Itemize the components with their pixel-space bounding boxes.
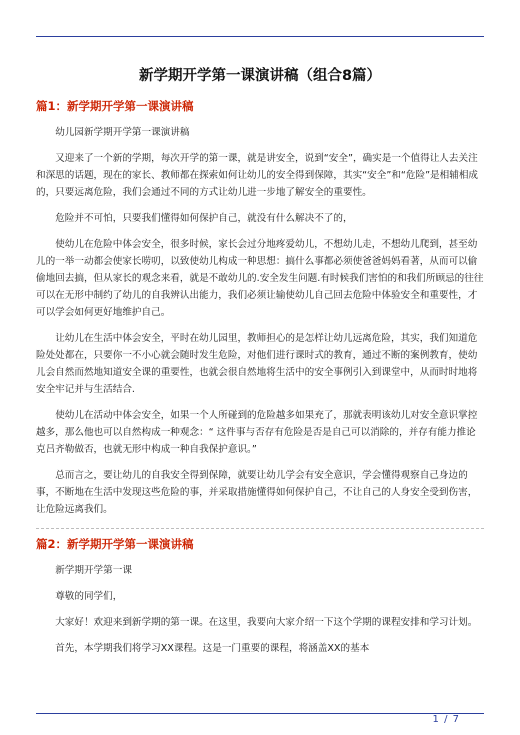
section-1-paragraph: 幼儿园新学期开学第一课演讲稿: [55, 127, 190, 138]
section-1-paragraph: 使幼儿在活动中体会安全，如果一个人所碰到的危险越多如果充了，那就表明该幼儿对安全意识掌控越多，那么他也可以自然构成一种观念：“ 这件事与否存有危险是否是自己可以消除的，并存有能力推论克吕齐勒做否，也就无形中构成一种自我保护意识。”: [36, 410, 478, 455]
section-1-paragraph: 危险并不可怕，只要我们懂得如何保护自己，就没有什么解决不了的，: [55, 213, 353, 224]
section-1-heading: 篇1：新学期开学第一课演讲稿: [36, 99, 194, 113]
section-2-heading: 篇2：新学期开学第一课演讲稿: [36, 537, 194, 551]
section-1-paragraph: 使幼儿在危险中体会安全，很多时候，家长会过分地疼爱幼儿，不想幼儿走，不想幼儿爬到，甚至幼儿的一举一动都会使家长唠叨，以致使幼儿构成一种思想：搞什么事都必须使爸爸妈妈看著，从而可以偷偷地回去搞，但从家长的观念来看，就是不敢幼儿的.安全发生问题.有时候我们害怕的和我们所顾忌的往往可以在无形中制约了幼儿的自我辨认出能力，我们必须让输使幼儿自己回去危险中体验安全和重要性，才可以学会如何更好地维护自己。: [36, 239, 484, 318]
document-title: 新学期开学第一课演讲稿（组合8篇）: [138, 68, 382, 84]
section-1-paragraph: 又迎来了一个新的学期，每次开学的第一课，就是讲安全，说到“安全”，确实是一个值得让人去关注和深思的话题，现在的家长、教师都在探索如何让幼儿的安全得到保障，其实“安全”和“危险”是相辅相成的，只要远离危险，我们会通过不同的方式让幼儿进一步地了解安全的重要性。: [36, 153, 479, 198]
page-number: 1 / 7: [432, 714, 460, 725]
section-1-paragraph: 总而言之，要让幼儿的自我安全得到保障，就要让幼儿学会有安全意识，学会懂得观察自己身边的事，不断地在生活中发现这些危险的事，并采取措施懂得如何保护自己，不让自己的人身安全受到伤害，让危险远离我们。: [36, 470, 478, 515]
footer-rule: [36, 713, 484, 714]
section-1-paragraph: 让幼儿在生活中体会安全，平时在幼儿园里，教师担心的是怎样让幼儿远离危险，其实，我们知道危险处处都在，只要你一不小心就会随时发生危险，对他们进行课时式的教育，通过不断的案例教育，使幼儿会自然而然地知道安全课的重要性，也就会很自然地将生活中的安全事例引入到课堂中，从而时时地将安全牢记并与生活结合.: [36, 333, 478, 395]
section-2-paragraph: 大家好！欢迎来到新学期的第一课。在这里，我要向大家介绍一下这个学期的课程安排和学习计划。: [55, 617, 478, 628]
section-divider: [36, 528, 484, 529]
header-rule: [36, 36, 484, 37]
section-2-paragraph: 尊敬的同学们，: [55, 591, 123, 602]
document-body: [36, 97, 484, 666]
section-2-paragraph: 新学期开学第一课: [55, 565, 132, 576]
section-2-paragraph: 首先，本学期我们将学习XX课程。这是一门重要的课程，将涵盖XX的基本: [55, 643, 370, 654]
